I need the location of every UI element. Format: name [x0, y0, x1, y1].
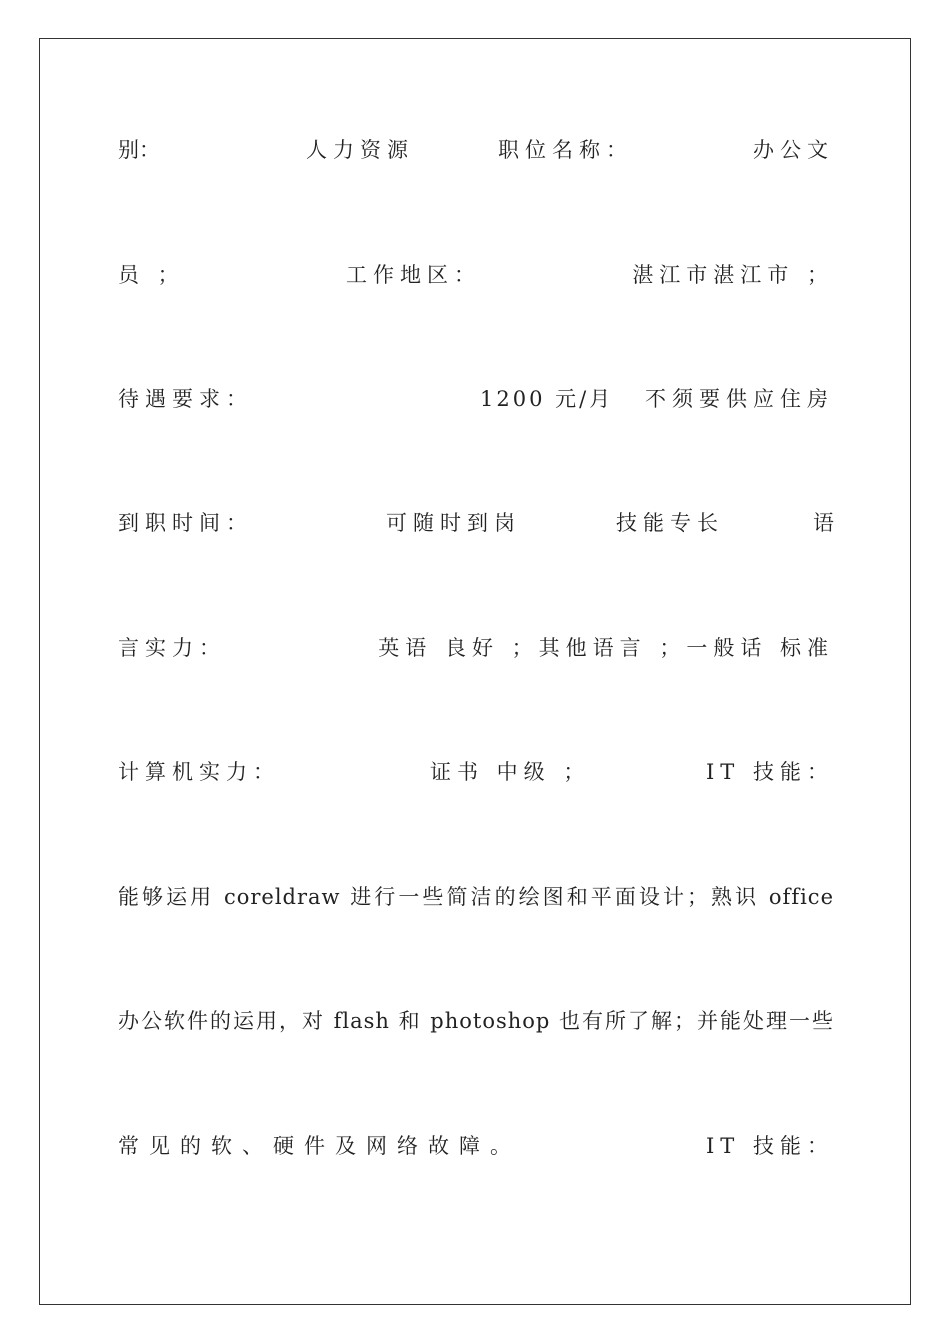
value-start-date: 可随时到岗 [386, 511, 521, 535]
label-start-date: 到职时间： [118, 511, 253, 535]
skills-text-3: 常见的软、硬件及网络故障。 [118, 1134, 521, 1158]
label-position: 职位名称： [498, 138, 633, 162]
page-frame [39, 38, 911, 1305]
label-computer: 计算机实力： [118, 760, 280, 784]
label-it-skills-2: IT 技能： [706, 1134, 834, 1158]
value-salary: 1200 元/月 [480, 387, 614, 411]
line-2 [118, 258, 834, 290]
line-1 [118, 133, 834, 165]
label-category: 别： [118, 138, 160, 162]
line-7 [118, 880, 834, 912]
line-6 [118, 755, 834, 787]
value-position-part1: 办公文 [753, 138, 834, 162]
label-it-skills: IT 技能： [706, 760, 834, 784]
label-work-area: 工作地区： [346, 263, 481, 287]
value-category: 人力资源 [306, 138, 414, 162]
label-language-part1: 语 [813, 511, 834, 535]
label-skills: 技能专长 [616, 511, 724, 535]
value-housing: 不须要供应住房 [645, 387, 834, 411]
line-8 [118, 1004, 834, 1036]
line-4 [118, 506, 834, 538]
line-9 [118, 1129, 834, 1161]
skills-text-1: 能够运用 coreldraw 进行一些简洁的绘图和平面设计；熟识 office [118, 885, 834, 909]
line-3 [118, 382, 834, 414]
value-computer: 证书 中级 ； [430, 760, 591, 784]
value-language: 英语 良好 ；其他语言 ；一般话 标准 [378, 636, 834, 660]
label-language-part2: 言实力： [118, 636, 226, 660]
value-position-part2: 员 ； [118, 263, 185, 287]
skills-text-2: 办公软件的运用，对 flash 和 photoshop 也有所了解；并能处理一些 [118, 1009, 834, 1033]
label-salary: 待遇要求： [118, 387, 253, 411]
value-work-area: 湛江市湛江市 ； [632, 263, 834, 287]
line-5 [118, 631, 834, 663]
